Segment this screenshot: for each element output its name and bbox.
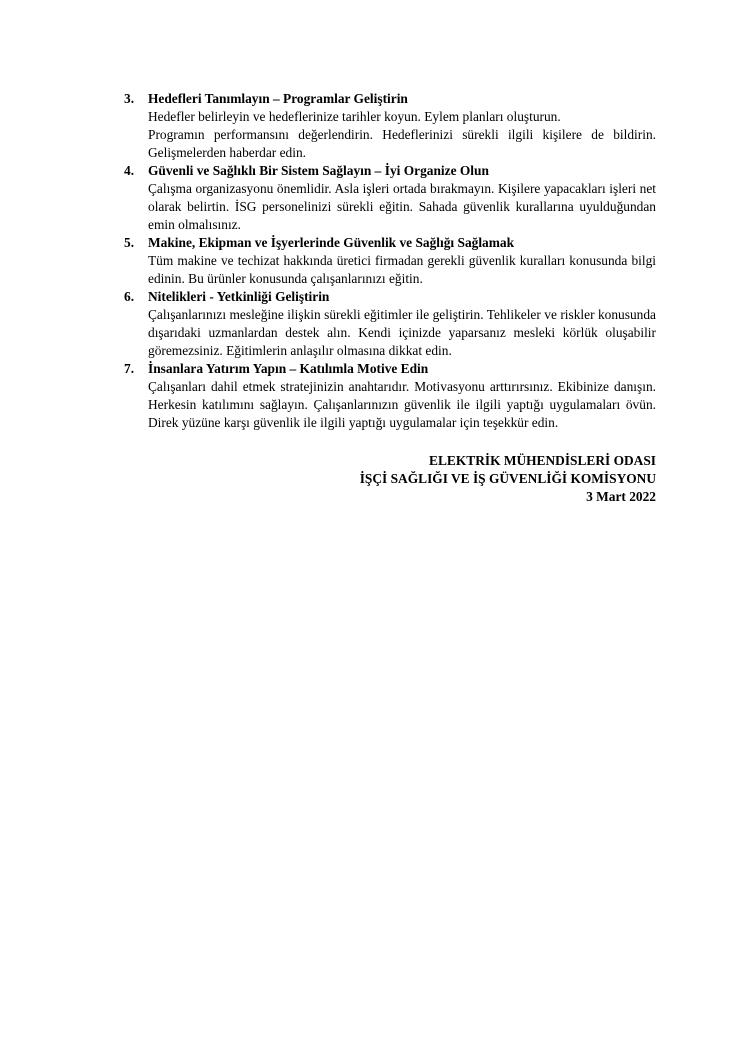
list-item-6 <box>124 288 656 360</box>
commission-name: İŞÇİ SAĞLIĞI VE İŞ GÜVENLİĞİ KOMİSYONU <box>359 471 656 486</box>
item-body-paragraph: Çalışma organizasyonu önemlidir. Asla işleri ortada bırakmayın. Kişilere yapacakları işleri net olarak belirtin. İSG personelinizi sürekli eğitin. Sahada güvenlik kurallarına uyulduğundan emin olmalısınız. <box>148 181 656 232</box>
item-number: 6. <box>124 289 135 304</box>
list-item-5 <box>124 234 656 288</box>
list-item-7 <box>124 360 656 432</box>
item-title: Hedefleri Tanımlayın – Programlar Geliştirin <box>148 91 408 106</box>
document-date: 3 Mart 2022 <box>586 489 656 504</box>
item-body-paragraph: Çalışanlarınızı mesleğine ilişkin sürekli eğitimler ile geliştirin. Tehlikeler ve riskler konusunda dışarıdaki uzmanlardan destek alın. Kendi içinizde yaparsanız mesleki körlük oluşabilir göremezsiniz. Eğitimlerin anlaşılır olmasına dikkat edin. <box>148 307 656 358</box>
organization-name: ELEKTRİK MÜHENDİSLERİ ODASI <box>429 453 656 468</box>
item-title: Güvenli ve Sağlıklı Bir Sistem Sağlayın – İyi Organize Olun <box>148 163 489 178</box>
item-number: 3. <box>124 91 135 106</box>
list-item-3 <box>124 90 656 162</box>
list-item-4 <box>124 162 656 234</box>
item-title: Nitelikleri - Yetkinliği Geliştirin <box>148 289 330 304</box>
item-title: İnsanlara Yatırım Yapın – Katılımla Motive Edin <box>148 361 429 376</box>
item-body-paragraph: Programın performansını değerlendirin. Hedeflerinizi sürekli ilgili kişilere de bildirin. Gelişmelerden haberdar edin. <box>148 127 656 160</box>
item-number: 5. <box>124 235 135 250</box>
signature-block <box>360 452 656 506</box>
numbered-list <box>124 90 656 432</box>
item-body-paragraph: Tüm makine ve techizat hakkında üretici firmadan gerekli güvenlik kuralları konusunda bilgi edinin. Bu ürünler konusunda çalışanlarınızı eğitin. <box>148 253 656 286</box>
item-title: Makine, Ekipman ve İşyerlerinde Güvenlik ve Sağlığı Sağlamak <box>148 235 515 250</box>
item-number: 7. <box>124 361 135 376</box>
item-body-paragraph: Çalışanları dahil etmek stratejinizin anahtarıdır. Motivasyonu arttırırsınız. Ekibinize danışın. Herkesin katılımını sağlayın. Çalışanlarınızın güvenlik ile ilgili yaptığı uygulamaları övün. Direk yüzüne karşı güvenlik ile ilgili yaptığı uygulamalar için teşekkür edin. <box>148 379 656 430</box>
item-body-line: Hedefler belirleyin ve hedeflerinize tarihler koyun. Eylem planları oluşturun. <box>148 109 561 124</box>
item-number: 4. <box>124 163 135 178</box>
